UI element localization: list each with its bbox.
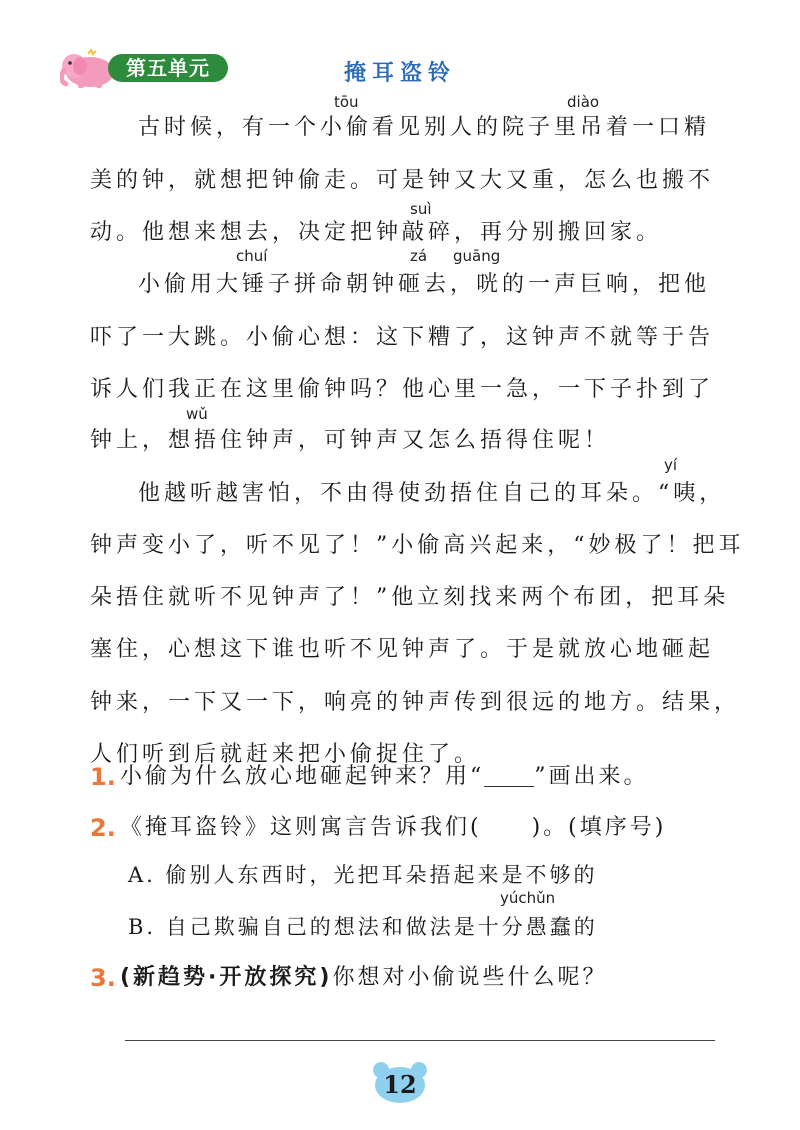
story-line: 人们听到后就赶来把小偷捉住了。 bbox=[90, 742, 481, 767]
question-2-text: 《掩耳盗铃》这则寓言告诉我们( )。(填序号) bbox=[120, 815, 667, 840]
question-1-text-after: ”画出来。 bbox=[534, 764, 649, 789]
answer-line[interactable] bbox=[125, 1040, 715, 1041]
pinyin-za: zá bbox=[410, 247, 428, 265]
story-line: 钟上，想捂住钟声，可钟声又怎么捂得住呢！ bbox=[90, 428, 611, 453]
story-line: 古时候，有一个小偷看见别人的院子里吊着一口精 bbox=[138, 115, 711, 140]
page-number-badge bbox=[371, 1060, 429, 1104]
unit-label: 第五单元 bbox=[108, 54, 228, 82]
story-line: 他越听越害怕，不由得使劲捂住自己的耳朵。“咦， bbox=[138, 481, 726, 506]
question-number: 1. bbox=[90, 763, 116, 791]
pinyin-diao: diào bbox=[567, 93, 600, 111]
story-line: 吓了一大跳。小偷心想：这下糟了，这钟声不就等于告 bbox=[90, 325, 715, 350]
page-title: 掩耳盗铃 bbox=[343, 61, 456, 86]
question-3-body: 你想对小偷说些什么呢？ bbox=[332, 965, 608, 990]
underline-blank bbox=[484, 768, 534, 787]
pinyin-chui: chuí bbox=[236, 247, 268, 265]
pinyin-yi: yí bbox=[664, 456, 678, 474]
option-a: A. 偷别人东西时，光把耳朵捂起来是不够的 bbox=[128, 863, 598, 887]
question-1-text-before: 小偷为什么放心地砸起钟来？用“ bbox=[120, 764, 485, 789]
question-tag: (新趋势·开放探究) bbox=[120, 965, 333, 990]
question-number: 3. bbox=[90, 964, 116, 992]
pinyin-yuchun: yúchǔn bbox=[500, 889, 556, 907]
pinyin-guang: guāng bbox=[453, 247, 501, 265]
question-number: 2. bbox=[90, 814, 116, 842]
pinyin-wu: wǔ bbox=[186, 405, 208, 423]
question-1-text bbox=[120, 762, 649, 792]
question-3-text bbox=[120, 963, 607, 993]
pinyin-tou: tōu bbox=[334, 93, 359, 111]
story-line: 朵捂住就听不见钟声了！”他立刻找来两个布团，把耳朵 bbox=[90, 585, 730, 610]
story-line: 动。他想来想去，决定把钟敲碎，再分别搬回家。 bbox=[90, 220, 663, 245]
story-line: 钟声变小了，听不见了！”小偷高兴起来，“妙极了！把耳 bbox=[90, 533, 745, 558]
story-line: 钟来，一下又一下，响亮的钟声传到很远的地方。结果， bbox=[90, 690, 741, 715]
story-line: 塞住，心想这下谁也听不见钟声了。于是就放心地砸起 bbox=[90, 637, 715, 662]
story-line: 诉人们我正在这里偷钟吗？他心里一急，一下子扑到了 bbox=[90, 377, 715, 402]
option-b: B. 自己欺骗自己的想法和做法是十分愚蠢的 bbox=[128, 915, 598, 939]
pinyin-sui: suì bbox=[410, 200, 432, 218]
story-line: 美的钟，就想把钟偷走。可是钟又大又重，怎么也搬不 bbox=[90, 168, 715, 193]
page-number: 12 bbox=[383, 1070, 417, 1099]
story-line: 小偷用大锤子拼命朝钟砸去，咣的一声巨响，把他 bbox=[138, 272, 711, 297]
